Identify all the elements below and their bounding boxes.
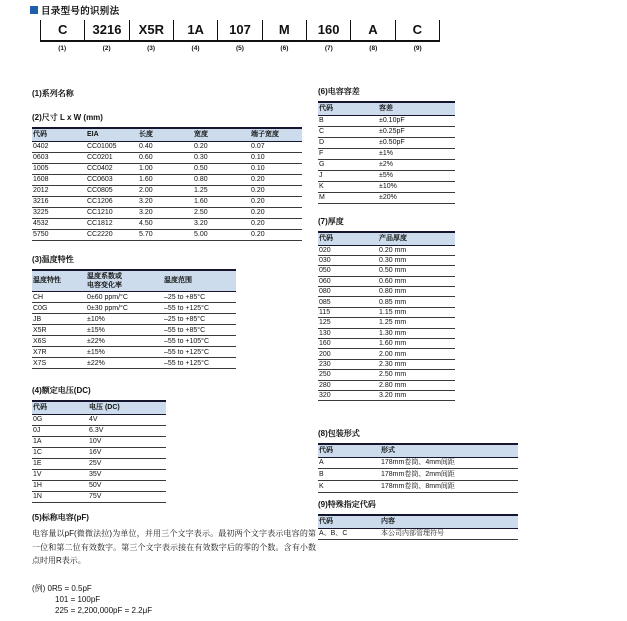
table-row <box>32 229 302 240</box>
table-cell: D <box>318 137 378 148</box>
segment-index-8: (8) <box>369 45 378 52</box>
table-cell: 1.60 <box>138 174 193 185</box>
table-cell: 1608 <box>32 174 86 185</box>
table-cell: CC2220 <box>86 229 138 240</box>
table-row <box>32 152 302 163</box>
capacitance-description: 电容量以pF(微微法拉)为单位，并用三个文字表示。最初两个文字表示电容的第一位和第二位有效数字。第三个文字表示接在有效数字后的零的个数。含有小数点时用R表示。 <box>32 529 316 565</box>
table-cell: X7S <box>32 358 86 369</box>
table-cell: 1C <box>32 447 88 458</box>
table-cell: ±15% <box>86 347 163 358</box>
segment-index-6: (6) <box>280 45 289 52</box>
column-header: 电压 (DC) <box>88 401 166 414</box>
table-cell: M <box>318 192 378 203</box>
table-cell: ±0.25pF <box>378 126 455 137</box>
voltage-table <box>32 400 166 503</box>
column-header: 温度范围 <box>163 270 236 292</box>
table-cell: C0G <box>32 303 86 314</box>
table-cell: 1.15 mm <box>378 307 455 317</box>
table-row <box>318 115 455 126</box>
table-cell: 130 <box>318 328 378 338</box>
table-cell: 5750 <box>32 229 86 240</box>
table-row <box>318 528 518 539</box>
table-cell: 3.20 <box>138 207 193 218</box>
table-cell: ±15% <box>86 325 163 336</box>
table-cell: 0603 <box>32 152 86 163</box>
table-cell: 1005 <box>32 163 86 174</box>
column-header: 产品厚度 <box>378 232 455 245</box>
table-cell: 6.3V <box>88 425 166 436</box>
table-cell: 178mm卷筒、8mm间距 <box>380 481 518 493</box>
table-row <box>318 245 455 255</box>
table-cell: CC1210 <box>86 207 138 218</box>
table-cell: 0±60 ppm/°C <box>86 292 163 303</box>
table-cell: 4532 <box>32 218 86 229</box>
table-cell: CC0402 <box>86 163 138 174</box>
example-line-3: 225 = 2,200,000pF = 2.2μF <box>55 605 153 615</box>
table-cell: 1V <box>32 469 88 480</box>
part-number-segment-8: A <box>351 20 395 40</box>
table-cell: 1.25 <box>193 185 250 196</box>
column-header: 端子宽度 <box>250 128 302 141</box>
section-tolerance <box>318 86 455 204</box>
table-row <box>318 192 455 203</box>
table-cell: 1H <box>32 480 88 491</box>
table-cell: 020 <box>318 245 378 255</box>
table-cell: 060 <box>318 276 378 286</box>
segment-index-7: (7) <box>324 45 333 52</box>
table-row <box>32 458 166 469</box>
table-cell: F <box>318 148 378 159</box>
column-header: 形式 <box>380 444 518 457</box>
table-cell: 5.00 <box>193 229 250 240</box>
segment-index-4: (4) <box>191 45 200 52</box>
dimensions-table <box>32 127 302 241</box>
table-cell: 3.20 mm <box>378 390 455 400</box>
table-row <box>318 287 455 297</box>
table-row <box>318 126 455 137</box>
table-row <box>318 390 455 400</box>
table-cell: B <box>318 469 380 481</box>
table-cell: 0G <box>32 414 88 425</box>
section-temperature <box>32 254 236 369</box>
column-header: 代码 <box>32 128 86 141</box>
table-cell: ±10% <box>378 181 455 192</box>
table-cell: –25 to +85°C <box>163 314 236 325</box>
table-cell: CC0805 <box>86 185 138 196</box>
segment-index-2: (2) <box>102 45 111 52</box>
table-row <box>32 292 236 303</box>
section-tolerance-label: (6)电容容差 <box>318 87 360 96</box>
table-row <box>318 370 455 380</box>
table-row <box>32 491 166 502</box>
table-cell: 1.30 mm <box>378 328 455 338</box>
table-cell: K <box>318 481 380 493</box>
table-cell: 35V <box>88 469 166 480</box>
table-cell: 080 <box>318 287 378 297</box>
table-row <box>318 159 455 170</box>
table-cell: 1.60 <box>193 196 250 207</box>
table-row <box>32 325 236 336</box>
table-row <box>318 255 455 265</box>
table-cell: –55 to +125°C <box>163 347 236 358</box>
table-cell: 050 <box>318 266 378 276</box>
section-series-name <box>32 88 74 103</box>
table-cell: 50V <box>88 480 166 491</box>
part-number-segment-5: 107 <box>218 20 262 40</box>
table-cell: 178mm卷筒、4mm间距 <box>380 457 518 469</box>
table-cell: 200 <box>318 349 378 359</box>
table-cell: ±0.50pF <box>378 137 455 148</box>
blue-square-bullet-icon <box>30 6 38 14</box>
table-cell: 1.25 mm <box>378 318 455 328</box>
table-cell: ±2% <box>378 159 455 170</box>
table-row <box>32 425 166 436</box>
table-row <box>32 469 166 480</box>
part-number-cells <box>40 20 440 42</box>
section-capacitance-label: (5)标称电容(pF) <box>32 513 89 522</box>
page-title-text: 目录型号的识别法 <box>41 6 120 17</box>
section-special-code <box>318 499 518 540</box>
table-cell: 0.80 <box>193 174 250 185</box>
table-cell: 0.10 <box>250 152 302 163</box>
table-cell: 0.50 <box>193 163 250 174</box>
part-number-segment-3: X5R <box>130 20 174 40</box>
example-line-2: 101 = 100pF <box>55 594 101 604</box>
part-number-segment-1: C <box>40 20 85 40</box>
table-cell: 5.70 <box>138 229 193 240</box>
table-cell: CC1206 <box>86 196 138 207</box>
table-cell: 115 <box>318 307 378 317</box>
thickness-table <box>318 231 455 401</box>
table-cell: CH <box>32 292 86 303</box>
segment-index-9: (9) <box>413 45 422 52</box>
table-cell: –55 to +105°C <box>163 336 236 347</box>
part-number-indices <box>40 42 440 52</box>
table-row <box>32 447 166 458</box>
table-row <box>318 380 455 390</box>
segment-index-5: (5) <box>235 45 244 52</box>
table-row <box>318 469 518 481</box>
table-cell: 0.20 <box>250 218 302 229</box>
table-cell: 0.20 <box>250 196 302 207</box>
section-temperature-label: (3)温度特性 <box>32 255 74 264</box>
table-cell: ±0.10pF <box>378 115 455 126</box>
table-cell: ±1% <box>378 148 455 159</box>
table-header-row <box>32 401 166 414</box>
section-voltage <box>32 385 166 503</box>
table-cell: 3225 <box>32 207 86 218</box>
table-cell: 0.30 <box>193 152 250 163</box>
table-row <box>318 181 455 192</box>
table-cell: 320 <box>318 390 378 400</box>
table-cell: 0402 <box>32 141 86 152</box>
table-cell: 3.20 <box>193 218 250 229</box>
table-cell: 0±30 ppm/°C <box>86 303 163 314</box>
table-row <box>32 314 236 325</box>
table-cell: 0.80 mm <box>378 287 455 297</box>
table-row <box>318 349 455 359</box>
table-row <box>32 480 166 491</box>
table-cell: 085 <box>318 297 378 307</box>
table-cell: –55 to +125°C <box>163 303 236 314</box>
section-packaging <box>318 428 518 493</box>
table-row <box>32 336 236 347</box>
page-title <box>30 3 119 17</box>
table-cell: CC0201 <box>86 152 138 163</box>
column-header: 温度特性 <box>32 270 86 292</box>
table-cell: ±5% <box>378 170 455 181</box>
table-cell: 2.00 mm <box>378 349 455 359</box>
table-row <box>318 318 455 328</box>
table-cell: 0.20 <box>250 229 302 240</box>
table-row <box>32 414 166 425</box>
column-header: 代码 <box>318 102 378 115</box>
table-row <box>32 185 302 196</box>
table-cell: 0.60 mm <box>378 276 455 286</box>
table-cell: 75V <box>88 491 166 502</box>
table-cell: 0.20 <box>250 174 302 185</box>
table-cell: 0.07 <box>250 141 302 152</box>
table-cell: 230 <box>318 359 378 369</box>
table-cell: 0.20 mm <box>378 245 455 255</box>
section-thickness <box>318 216 455 401</box>
table-cell: 2.30 mm <box>378 359 455 369</box>
part-number-segment-6: M <box>263 20 307 40</box>
table-cell: 1.00 <box>138 163 193 174</box>
column-header: 代码 <box>318 444 380 457</box>
table-header-row <box>318 102 455 115</box>
section-special-code-label: (9)特殊指定代码 <box>318 500 376 509</box>
table-cell: 1E <box>32 458 88 469</box>
table-cell: 10V <box>88 436 166 447</box>
table-cell: 2.00 <box>138 185 193 196</box>
temperature-table <box>32 269 236 369</box>
table-cell: X6S <box>32 336 86 347</box>
table-row <box>318 148 455 159</box>
table-cell: 0.10 <box>250 163 302 174</box>
table-cell: X7R <box>32 347 86 358</box>
table-cell: J <box>318 170 378 181</box>
table-row <box>318 137 455 148</box>
table-cell: 0.20 <box>250 185 302 196</box>
table-cell: 0.85 mm <box>378 297 455 307</box>
table-cell: 160 <box>318 339 378 349</box>
column-header: 温度系数或 电容变化率 <box>86 270 163 292</box>
capacitance-examples <box>32 583 316 616</box>
table-cell: 0.40 <box>138 141 193 152</box>
table-row <box>318 170 455 181</box>
table-cell: 3.20 <box>138 196 193 207</box>
table-cell: 0J <box>32 425 88 436</box>
section-dimensions-label: (2)尺寸 L x W (mm) <box>32 113 103 122</box>
table-cell: 0.30 mm <box>378 255 455 265</box>
table-cell: A <box>318 457 380 469</box>
table-cell: 1N <box>32 491 88 502</box>
table-row <box>32 207 302 218</box>
section-dimensions <box>32 112 302 241</box>
table-row <box>318 457 518 469</box>
table-cell: B <box>318 115 378 126</box>
table-header-row <box>318 444 518 457</box>
table-header-row <box>318 515 518 528</box>
table-cell: 250 <box>318 370 378 380</box>
table-cell: 0.20 <box>193 141 250 152</box>
table-cell: 4.50 <box>138 218 193 229</box>
table-cell: 4V <box>88 414 166 425</box>
table-cell: K <box>318 181 378 192</box>
table-row <box>32 218 302 229</box>
table-row <box>32 436 166 447</box>
table-cell: 2.50 <box>193 207 250 218</box>
table-cell: 125 <box>318 318 378 328</box>
table-cell: 本公司内部管理符号 <box>380 528 518 539</box>
example-line-1: (例) 0R5 = 0.5pF <box>32 583 92 593</box>
table-cell: 178mm卷筒、2mm间距 <box>380 469 518 481</box>
part-number-segment-9: C <box>396 20 440 40</box>
packaging-table <box>318 443 518 493</box>
table-row <box>318 339 455 349</box>
column-header: EIA <box>86 128 138 141</box>
table-row <box>318 297 455 307</box>
table-row <box>32 174 302 185</box>
table-cell: ±20% <box>378 192 455 203</box>
table-header-row <box>318 232 455 245</box>
column-header: 代码 <box>318 515 380 528</box>
column-header: 内容 <box>380 515 518 528</box>
segment-index-1: (1) <box>58 45 67 52</box>
part-number-segment-2: 3216 <box>85 20 129 40</box>
table-header-row <box>32 270 236 292</box>
table-cell: 0.50 mm <box>378 266 455 276</box>
special-code-table <box>318 514 518 540</box>
section-voltage-label: (4)额定电压(DC) <box>32 386 91 395</box>
section-thickness-label: (7)厚度 <box>318 217 344 226</box>
table-cell: CC01005 <box>86 141 138 152</box>
table-cell: –55 to +85°C <box>163 325 236 336</box>
table-cell: 0.20 <box>250 207 302 218</box>
table-row <box>32 303 236 314</box>
table-cell: 0.60 <box>138 152 193 163</box>
table-cell: CC1812 <box>86 218 138 229</box>
tolerance-table <box>318 101 455 204</box>
column-header: 长度 <box>138 128 193 141</box>
table-row <box>32 358 236 369</box>
table-cell: 280 <box>318 380 378 390</box>
table-row <box>318 266 455 276</box>
column-header: 代码 <box>318 232 378 245</box>
table-cell: C <box>318 126 378 137</box>
column-header: 代码 <box>32 401 88 414</box>
table-cell: 25V <box>88 458 166 469</box>
table-row <box>318 359 455 369</box>
table-cell: 2.50 mm <box>378 370 455 380</box>
table-cell: 1.60 mm <box>378 339 455 349</box>
table-cell: X5R <box>32 325 86 336</box>
table-cell: CC0603 <box>86 174 138 185</box>
table-cell: ±22% <box>86 336 163 347</box>
table-row <box>318 481 518 493</box>
section-series-label: (1)系列名称 <box>32 89 74 98</box>
table-cell: G <box>318 159 378 170</box>
segment-index-3: (3) <box>147 45 156 52</box>
table-cell: –55 to +125°C <box>163 358 236 369</box>
section-packaging-label: (8)包装形式 <box>318 429 360 438</box>
table-cell: 030 <box>318 255 378 265</box>
table-header-row <box>32 128 302 141</box>
table-cell: –25 to +85°C <box>163 292 236 303</box>
table-cell: 2.80 mm <box>378 380 455 390</box>
part-number-segment-7: 160 <box>307 20 351 40</box>
table-cell: A、B、C <box>318 528 380 539</box>
column-header: 宽度 <box>193 128 250 141</box>
part-number-strip <box>40 20 440 52</box>
table-cell: 3216 <box>32 196 86 207</box>
table-row <box>32 163 302 174</box>
table-row <box>32 196 302 207</box>
part-number-segment-4: 1A <box>174 20 218 40</box>
section-capacitance <box>32 512 316 616</box>
table-cell: 2012 <box>32 185 86 196</box>
table-cell: ±10% <box>86 314 163 325</box>
table-cell: ±22% <box>86 358 163 369</box>
table-row <box>32 347 236 358</box>
table-row <box>318 276 455 286</box>
table-cell: 1A <box>32 436 88 447</box>
table-row <box>32 141 302 152</box>
table-cell: JB <box>32 314 86 325</box>
column-header: 容差 <box>378 102 455 115</box>
table-row <box>318 328 455 338</box>
table-cell: 16V <box>88 447 166 458</box>
table-row <box>318 307 455 317</box>
